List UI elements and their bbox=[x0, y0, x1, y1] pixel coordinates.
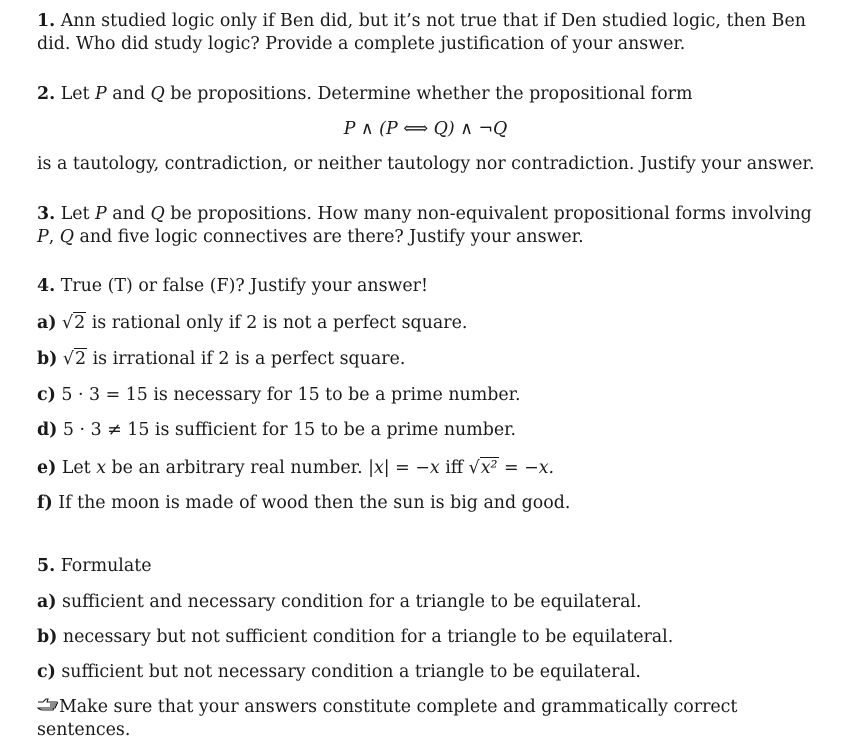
problem-1-line-1 bbox=[37, 10, 831, 33]
problem-2 bbox=[37, 83, 831, 106]
var-q: Q bbox=[59, 227, 75, 247]
var-x: x bbox=[96, 458, 106, 478]
pointing-hand-icon bbox=[37, 696, 59, 719]
sqrt-argument: x² bbox=[480, 458, 498, 478]
var-q: Q bbox=[150, 84, 165, 104]
problem-5-number: 5. bbox=[37, 556, 56, 576]
problem-1 bbox=[37, 10, 831, 56]
abs-expression: |x| = −x bbox=[368, 458, 440, 478]
problem-4-item-f bbox=[37, 492, 831, 515]
problem-2-number: 2. bbox=[37, 84, 56, 104]
var-p: P bbox=[95, 204, 107, 224]
problem-4-item-e bbox=[37, 457, 831, 480]
var-q: Q bbox=[150, 204, 165, 224]
item-text-post: = −x. bbox=[498, 458, 555, 478]
item-label: b) bbox=[37, 349, 58, 369]
item-text: 5 · 3 ≠ 15 is sufficient for 15 to be a prime number. bbox=[62, 420, 517, 440]
item-text: 5 · 3 = 15 is necessary for 15 to be a prime number. bbox=[61, 385, 521, 405]
radical-sign-icon: √ bbox=[62, 313, 74, 333]
item-label: b) bbox=[37, 627, 58, 647]
sqrt-expression bbox=[469, 457, 499, 480]
problem-2-line-1 bbox=[37, 83, 831, 106]
and-text: and bbox=[106, 84, 151, 104]
problem-4-item-c bbox=[37, 384, 831, 407]
sqrt-argument: 2 bbox=[74, 313, 86, 333]
item-text: is irrational if 2 is a perfect square. bbox=[87, 349, 406, 369]
item-text: is rational only if 2 is not a perfect square. bbox=[86, 313, 468, 333]
problem-4-intro-line bbox=[37, 275, 831, 298]
problem-2-text-a: Let bbox=[60, 84, 96, 104]
sqrt-expression bbox=[62, 312, 86, 335]
problem-4-intro: True (T) or false (F)? Justify your answer! bbox=[60, 276, 428, 296]
problem-3-text-b: be propositions. How many non-equivalent propositional forms involving bbox=[164, 204, 812, 224]
var-p: P bbox=[95, 84, 107, 104]
problem-2-line-3: is a tautology, contradiction, or neither tautology nor contradiction. Justify your answer. bbox=[37, 154, 815, 174]
problem-1-number: 1. bbox=[37, 11, 56, 31]
item-text: sufficient but not necessary condition a triangle to be equilateral. bbox=[61, 662, 641, 682]
radical-sign-icon: √ bbox=[468, 458, 480, 478]
problem-5-item-c bbox=[37, 661, 831, 684]
problem-4-item-d bbox=[37, 419, 831, 442]
sqrt-expression bbox=[63, 348, 87, 371]
problem-4-number: 4. bbox=[37, 276, 56, 296]
sqrt-argument: 2 bbox=[75, 349, 87, 369]
item-label: c) bbox=[37, 385, 56, 405]
item-label: d) bbox=[37, 420, 58, 440]
problem-5-intro-line bbox=[37, 555, 831, 578]
problem-4-item-a bbox=[37, 312, 831, 335]
problem-3-text-a: Let bbox=[60, 204, 96, 224]
item-text: If the moon is made of wood then the sun is big and good. bbox=[58, 493, 571, 513]
comma: , bbox=[48, 227, 60, 247]
problem-3 bbox=[37, 203, 831, 249]
radical-sign-icon: √ bbox=[62, 349, 75, 369]
iff-text: iff bbox=[439, 458, 469, 478]
problem-2-formula: P ∧ (P ⟺ Q) ∧ ¬Q bbox=[343, 119, 508, 139]
problem-4-item-b bbox=[37, 348, 831, 371]
item-label: f) bbox=[37, 493, 53, 513]
and-text: and bbox=[106, 204, 151, 224]
problem-2-formula-row bbox=[0, 118, 851, 141]
var-p: P bbox=[37, 227, 49, 247]
problem-2-text-b: be propositions. Determine whether the propositional form bbox=[164, 84, 693, 104]
item-label: a) bbox=[37, 592, 57, 612]
problem-5-item-b bbox=[37, 626, 831, 649]
problem-3-text-c: and five logic connectives are there? Justify your answer. bbox=[74, 227, 584, 247]
item-label: e) bbox=[37, 458, 57, 478]
item-text: sufficient and necessary condition for a triangle to be equilateral. bbox=[62, 592, 642, 612]
problem-5-intro: Formulate bbox=[60, 556, 152, 576]
item-text-pre: Let bbox=[61, 458, 97, 478]
problem-3-line-1 bbox=[37, 203, 831, 226]
item-label: a) bbox=[37, 313, 57, 333]
item-text: necessary but not sufficient condition for a triangle to be equilateral. bbox=[62, 627, 674, 647]
problem-1-line-2: did. Who did study logic? Provide a complete justification of your answer. bbox=[37, 34, 686, 54]
problem-3-line-2 bbox=[37, 226, 831, 249]
problem-5-item-a bbox=[37, 591, 831, 614]
problem-5-note bbox=[37, 696, 831, 742]
item-label: c) bbox=[37, 662, 56, 682]
item-text-mid: be an arbitrary real number. bbox=[106, 458, 369, 478]
problem-1-text-a: Ann studied logic only if Ben did, but it’s not true that if Den studied logic, then Ben bbox=[60, 11, 806, 31]
note-text: Make sure that your answers constitute complete and grammatically correct sentences. bbox=[37, 697, 738, 740]
problem-3-number: 3. bbox=[37, 204, 56, 224]
